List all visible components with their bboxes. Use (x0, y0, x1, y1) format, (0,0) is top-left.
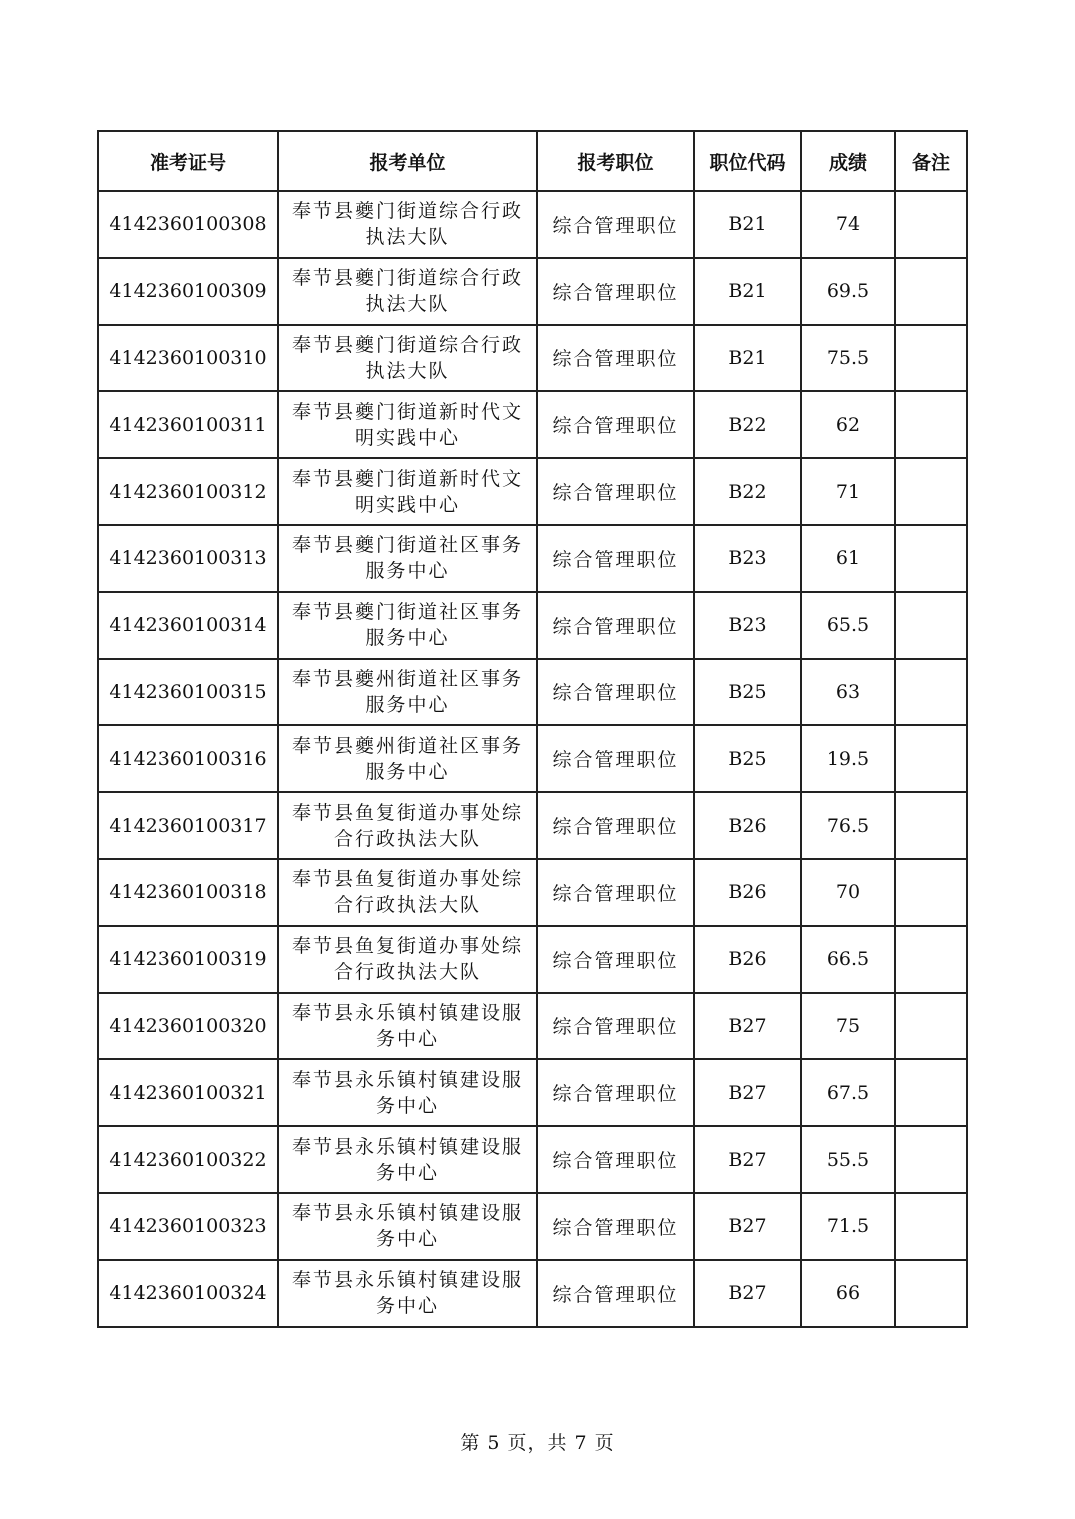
remarks-cell (895, 859, 967, 926)
score-cell: 65.5 (801, 592, 895, 659)
header-score: 成绩 (801, 131, 895, 191)
unit-cell: 奉节县永乐镇村镇建设服务中心 (278, 993, 537, 1060)
unit-cell: 奉节县夔州街道社区事务服务中心 (278, 659, 537, 726)
table-row (98, 659, 967, 726)
score-cell: 69.5 (801, 258, 895, 325)
header-position-code: 职位代码 (694, 131, 801, 191)
position-cell: 综合管理职位 (537, 1260, 694, 1327)
table-row (98, 191, 967, 258)
remarks-cell (895, 659, 967, 726)
table-body (98, 191, 967, 1327)
exam-id-cell: 4142360100315 (98, 659, 278, 726)
unit-cell: 奉节县永乐镇村镇建设服务中心 (278, 1260, 537, 1327)
table-row (98, 458, 967, 525)
exam-id-cell: 4142360100323 (98, 1193, 278, 1260)
position-code-cell: B21 (694, 258, 801, 325)
position-cell: 综合管理职位 (537, 1126, 694, 1193)
position-cell: 综合管理职位 (537, 859, 694, 926)
position-cell: 综合管理职位 (537, 525, 694, 592)
header-position: 报考职位 (537, 131, 694, 191)
position-code-cell: B23 (694, 592, 801, 659)
unit-cell: 奉节县永乐镇村镇建设服务中心 (278, 1059, 537, 1126)
position-code-cell: B25 (694, 659, 801, 726)
score-cell: 75 (801, 993, 895, 1060)
exam-id-cell: 4142360100316 (98, 725, 278, 792)
table-row (98, 1193, 967, 1260)
score-cell: 67.5 (801, 1059, 895, 1126)
exam-id-cell: 4142360100314 (98, 592, 278, 659)
remarks-cell (895, 1126, 967, 1193)
position-cell: 综合管理职位 (537, 1193, 694, 1260)
position-code-cell: B27 (694, 1059, 801, 1126)
table-row (98, 325, 967, 392)
unit-cell: 奉节县夔州街道社区事务服务中心 (278, 725, 537, 792)
unit-cell: 奉节县鱼复街道办事处综合行政执法大队 (278, 859, 537, 926)
score-cell: 71 (801, 458, 895, 525)
exam-id-cell: 4142360100317 (98, 792, 278, 859)
position-cell: 综合管理职位 (537, 659, 694, 726)
position-code-cell: B27 (694, 993, 801, 1060)
exam-id-cell: 4142360100322 (98, 1126, 278, 1193)
unit-cell: 奉节县夔门街道新时代文明实践中心 (278, 458, 537, 525)
score-cell: 62 (801, 391, 895, 458)
position-cell: 综合管理职位 (537, 1059, 694, 1126)
position-cell: 综合管理职位 (537, 325, 694, 392)
remarks-cell (895, 391, 967, 458)
page-number: 第 5 页，共 7 页 (460, 1432, 615, 1454)
remarks-cell (895, 1260, 967, 1327)
position-cell: 综合管理职位 (537, 258, 694, 325)
unit-cell: 奉节县夔门街道新时代文明实践中心 (278, 391, 537, 458)
position-cell: 综合管理职位 (537, 926, 694, 993)
score-cell: 66 (801, 1260, 895, 1327)
score-table (97, 130, 968, 1328)
unit-cell: 奉节县永乐镇村镇建设服务中心 (278, 1193, 537, 1260)
position-code-cell: B25 (694, 725, 801, 792)
remarks-cell (895, 993, 967, 1060)
position-code-cell: B22 (694, 391, 801, 458)
table-row (98, 792, 967, 859)
remarks-cell (895, 792, 967, 859)
exam-id-cell: 4142360100312 (98, 458, 278, 525)
remarks-cell (895, 725, 967, 792)
unit-cell: 奉节县永乐镇村镇建设服务中心 (278, 1126, 537, 1193)
position-cell: 综合管理职位 (537, 792, 694, 859)
position-cell: 综合管理职位 (537, 725, 694, 792)
exam-id-cell: 4142360100324 (98, 1260, 278, 1327)
header-remarks: 备注 (895, 131, 967, 191)
remarks-cell (895, 191, 967, 258)
score-cell: 19.5 (801, 725, 895, 792)
unit-cell: 奉节县夔门街道综合行政执法大队 (278, 258, 537, 325)
score-cell: 71.5 (801, 1193, 895, 1260)
exam-id-cell: 4142360100320 (98, 993, 278, 1060)
exam-id-cell: 4142360100310 (98, 325, 278, 392)
remarks-cell (895, 1193, 967, 1260)
remarks-cell (895, 325, 967, 392)
exam-id-cell: 4142360100319 (98, 926, 278, 993)
table-row (98, 926, 967, 993)
exam-id-cell: 4142360100311 (98, 391, 278, 458)
score-cell: 61 (801, 525, 895, 592)
unit-cell: 奉节县夔门街道综合行政执法大队 (278, 325, 537, 392)
table-row (98, 391, 967, 458)
table-row (98, 258, 967, 325)
position-cell: 综合管理职位 (537, 993, 694, 1060)
position-cell: 综合管理职位 (537, 592, 694, 659)
remarks-cell (895, 926, 967, 993)
score-cell: 70 (801, 859, 895, 926)
score-cell: 76.5 (801, 792, 895, 859)
exam-id-cell: 4142360100321 (98, 1059, 278, 1126)
score-cell: 63 (801, 659, 895, 726)
position-code-cell: B27 (694, 1126, 801, 1193)
unit-cell: 奉节县鱼复街道办事处综合行政执法大队 (278, 926, 537, 993)
table-row (98, 725, 967, 792)
position-code-cell: B26 (694, 926, 801, 993)
unit-cell: 奉节县夔门街道综合行政执法大队 (278, 191, 537, 258)
header-row (98, 131, 967, 191)
position-cell: 综合管理职位 (537, 391, 694, 458)
remarks-cell (895, 525, 967, 592)
header-unit: 报考单位 (278, 131, 537, 191)
position-code-cell: B23 (694, 525, 801, 592)
position-code-cell: B21 (694, 325, 801, 392)
table-row (98, 592, 967, 659)
table-row (98, 525, 967, 592)
position-code-cell: B27 (694, 1260, 801, 1327)
exam-id-cell: 4142360100313 (98, 525, 278, 592)
position-code-cell: B26 (694, 792, 801, 859)
table-row (98, 1260, 967, 1327)
unit-cell: 奉节县夔门街道社区事务服务中心 (278, 525, 537, 592)
table-row (98, 859, 967, 926)
position-code-cell: B27 (694, 1193, 801, 1260)
score-cell: 75.5 (801, 325, 895, 392)
table-row (98, 1126, 967, 1193)
position-code-cell: B21 (694, 191, 801, 258)
score-cell: 66.5 (801, 926, 895, 993)
position-code-cell: B22 (694, 458, 801, 525)
header-exam-id: 准考证号 (98, 131, 278, 191)
exam-id-cell: 4142360100309 (98, 258, 278, 325)
remarks-cell (895, 458, 967, 525)
remarks-cell (895, 1059, 967, 1126)
position-code-cell: B26 (694, 859, 801, 926)
exam-id-cell: 4142360100318 (98, 859, 278, 926)
table-row (98, 1059, 967, 1126)
score-cell: 55.5 (801, 1126, 895, 1193)
exam-id-cell: 4142360100308 (98, 191, 278, 258)
remarks-cell (895, 258, 967, 325)
position-cell: 综合管理职位 (537, 191, 694, 258)
remarks-cell (895, 592, 967, 659)
unit-cell: 奉节县鱼复街道办事处综合行政执法大队 (278, 792, 537, 859)
table-row (98, 993, 967, 1060)
position-cell: 综合管理职位 (537, 458, 694, 525)
score-cell: 74 (801, 191, 895, 258)
unit-cell: 奉节县夔门街道社区事务服务中心 (278, 592, 537, 659)
